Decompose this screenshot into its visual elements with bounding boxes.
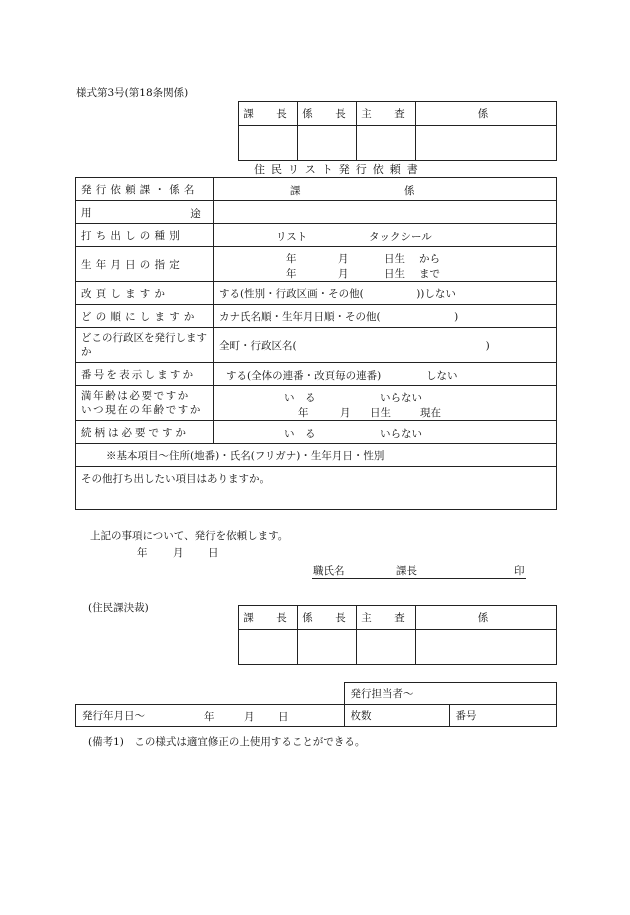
age-now: 現在 xyxy=(420,407,441,419)
stamp-header-kakari: 係 xyxy=(416,102,557,126)
age-day: 日生 xyxy=(370,407,391,419)
stamp-box[interactable] xyxy=(416,126,557,161)
purpose-label xyxy=(76,201,214,224)
relation-no-option[interactable]: いらない xyxy=(380,428,422,440)
age-yes-option[interactable]: い る xyxy=(284,392,316,404)
issue-date-field[interactable] xyxy=(76,705,345,727)
stamp-box[interactable] xyxy=(239,126,298,161)
dob-label: 生年月日の指定 xyxy=(76,247,214,282)
sheet-count-field[interactable]: 枚数 xyxy=(344,705,449,727)
issue-staff-field[interactable]: 発行担当者〜 xyxy=(344,683,557,705)
stamp-header-shusa: 主 査 xyxy=(357,606,416,630)
page-break-label: 改頁しますか xyxy=(76,282,214,305)
basic-items-note: ※基本項目〜住所(地番)・氏名(フリガナ)・生年月日・性別 xyxy=(76,444,557,467)
age-label xyxy=(76,386,214,421)
request-date-month: 月 xyxy=(173,547,184,559)
dob-from: から xyxy=(419,253,440,265)
issue-spacer xyxy=(76,683,345,705)
relation-yes-option[interactable]: い る xyxy=(284,428,316,440)
signature-job-title: 職氏名 xyxy=(313,565,345,577)
age-field[interactable] xyxy=(214,386,557,421)
district-label: どこの行政区を発行しますか xyxy=(76,328,214,363)
order-field[interactable]: カナ氏名順・生年月日順・その他( ) xyxy=(214,305,557,328)
number-no-option[interactable]: しない xyxy=(426,370,458,382)
dob-day-2: 日生 xyxy=(384,268,405,280)
age-label-1: 満年齢は必要ですか xyxy=(81,390,190,402)
stamp-header-shusa: 主 査 xyxy=(357,102,416,126)
ka-text: 課 xyxy=(290,185,301,197)
decision-label: (住民課決裁) xyxy=(88,602,149,614)
purpose-field[interactable] xyxy=(214,201,557,224)
issue-month: 月 xyxy=(244,711,255,723)
request-form-table xyxy=(75,177,557,510)
stamp-box[interactable] xyxy=(357,126,416,161)
tack-seal-option[interactable]: タックシール xyxy=(369,231,432,243)
request-text: 上記の事項について、発行を依頼します。 xyxy=(90,530,289,542)
relation-label: 続柄は必要ですか xyxy=(76,421,214,444)
purpose-char-2: 途 xyxy=(190,208,205,220)
other-items-field[interactable]: その他打ち出したい項目はありますか。 xyxy=(76,467,557,510)
order-label: どの順にしますか xyxy=(76,305,214,328)
dob-year-2: 年 xyxy=(286,268,297,280)
seal-mark: 印 xyxy=(514,565,525,577)
dob-month-2: 月 xyxy=(338,268,349,280)
remarks-note: (備考1) この様式は適宜修正の上使用することができる。 xyxy=(88,736,366,748)
print-type-label: 打ち出しの種別 xyxy=(76,224,214,247)
age-label-2: いつ現在の年齢ですか xyxy=(81,404,202,416)
stamp-header-kakaricho: 係 長 xyxy=(298,606,357,630)
stamp-box[interactable] xyxy=(239,630,298,665)
stamp-header-kacho: 課 長 xyxy=(239,102,298,126)
stamp-header-kakaricho: 係 長 xyxy=(298,102,357,126)
request-date-day: 日 xyxy=(208,547,219,559)
stamp-box[interactable] xyxy=(416,630,557,665)
print-type-field[interactable] xyxy=(214,224,557,247)
stamp-header-kacho: 課 長 xyxy=(239,606,298,630)
issue-table xyxy=(75,682,557,727)
stamp-box[interactable] xyxy=(298,630,357,665)
dob-month-1: 月 xyxy=(338,253,349,265)
page-break-field[interactable]: する(性別・行政区画・その他( ))しない xyxy=(214,282,557,305)
kakari-text: 係 xyxy=(404,185,415,197)
stamp-box[interactable] xyxy=(357,630,416,665)
age-no-option[interactable]: いらない xyxy=(380,392,422,404)
dept-field[interactable] xyxy=(214,178,557,201)
dob-year-1: 年 xyxy=(286,253,297,265)
number-field[interactable] xyxy=(214,363,557,386)
number-yes-option[interactable]: する(全体の連番・改頁毎の連番) xyxy=(226,370,382,382)
issue-year: 年 xyxy=(204,711,215,723)
age-year: 年 xyxy=(298,407,309,419)
form-number: 様式第3号(第18条関係) xyxy=(76,87,189,99)
list-option[interactable]: リスト xyxy=(276,231,308,243)
dept-label: 発行依頼課・係名 xyxy=(76,178,214,201)
number-label: 番号を表示しますか xyxy=(76,363,214,386)
age-month: 月 xyxy=(340,407,351,419)
approval-stamp-table xyxy=(238,101,557,161)
purpose-char-1: 用 xyxy=(81,206,96,219)
decision-stamp-table xyxy=(238,605,557,665)
dob-day-1: 日生 xyxy=(384,253,405,265)
dob-field[interactable] xyxy=(214,247,557,282)
signature-kacho: 課長 xyxy=(396,565,417,577)
request-date-year: 年 xyxy=(137,547,148,559)
dob-to: まで xyxy=(419,268,440,280)
issue-date-label: 発行年月日〜 xyxy=(82,710,145,722)
stamp-box[interactable] xyxy=(298,126,357,161)
form-title: 住民リスト発行依頼書 xyxy=(254,163,424,176)
district-field[interactable]: 全町・行政区名( ) xyxy=(214,328,557,363)
issue-day: 日 xyxy=(278,711,289,723)
stamp-header-kakari: 係 xyxy=(416,606,557,630)
serial-number-field[interactable]: 番号 xyxy=(449,705,557,727)
relation-field[interactable] xyxy=(214,421,557,444)
